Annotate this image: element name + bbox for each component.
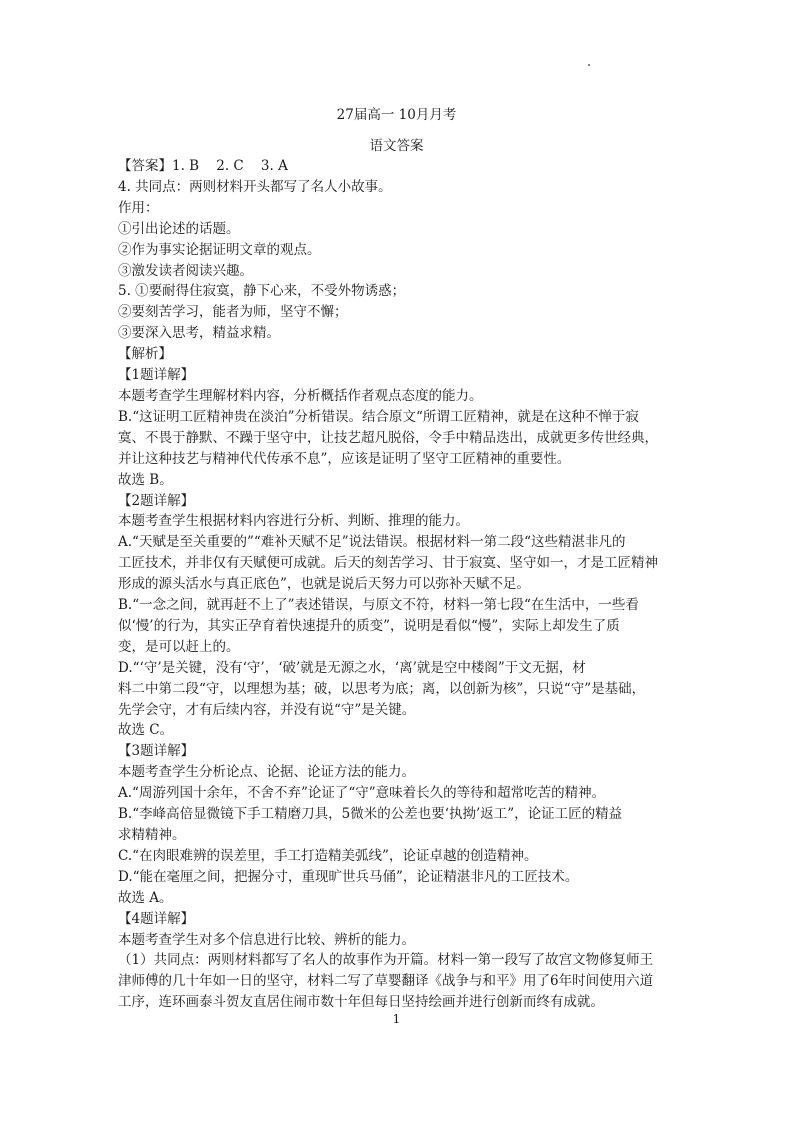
text-line: C.“在肉眼难辨的误差里，手工打造精美弧线”，论证卓越的创造精神。 <box>118 847 538 864</box>
text-line: D.“能在毫厘之间，把握分寸，重现旷世兵马俑”，论证精湛非凡的工匠技术。 <box>118 868 579 885</box>
text-line: ③激发读者阅读兴趣。 <box>118 262 253 279</box>
text-line: 【4题详解】 <box>118 910 195 927</box>
text-line: 故选 B。 <box>118 471 173 488</box>
text-line: 料二中第二段“守，以理想为基；破，以思考为底；离，以创新为核”，只说“守”是基础， <box>118 680 646 697</box>
text-line: 似‘慢’的行为，其实正孕育着快速提升的质变”，说明是看似“慢”，实际上却发生了质 <box>118 617 620 634</box>
text-line: 并让这种技艺与精神代代传承不息”，应该是证明了坚守工匠精神的重要性。 <box>118 450 571 467</box>
page-subtitle: 语文答案 <box>369 138 424 154</box>
text-line: 本题考查学生分析论点、论据、论证方法的能力。 <box>118 764 415 781</box>
text-line: D.“‘守’是关键，没有‘守’，‘破’就是无源之水，‘离’就是空中楼阁”于文无据，材 <box>118 659 586 676</box>
text-line: 津师傅的几十年如一日的坚守，材料二写了草婴翻译《战争与和平》用了6年时间使用六道 <box>118 973 654 990</box>
page-title: 27届高一 10月月考 <box>336 107 457 123</box>
text-line: 【1题详解】 <box>118 367 195 384</box>
text-line: 故选 A。 <box>118 889 173 906</box>
text-line: 寞、不畏于静默、不躁于坚守中，让技艺超凡脱俗，令手中精品迭出，成就更多传世经典， <box>118 429 658 446</box>
text-line: B.“这证明工匠精神贵在淡泊”分析错误。结合原文“所谓工匠精神，就是在这种不惮于寂 <box>118 408 639 425</box>
text-line: ③要深入思考，精益求精。 <box>118 325 280 342</box>
text-line: 5. ①要耐得住寂寞，静下心来，不受外物诱惑； <box>118 283 406 300</box>
text-line: 4. 共同点：两则材料开头都写了名人小故事。 <box>118 178 392 195</box>
page-number: 1 <box>392 1012 401 1026</box>
text-line: 故选 C。 <box>118 722 174 739</box>
text-line: A.“周游列国十余年，不舍不弃”论证了“守”意味着长久的等待和超常吃苦的精神。 <box>118 785 606 802</box>
text-line: 工匠技术，并非仅有天赋便可成就。后天的刻苦学习、甘于寂寞、坚守如一，才是工匠精神 <box>118 555 658 572</box>
text-line: ②作为事实论据证明文章的观点。 <box>118 241 321 258</box>
text-line: 【答案】1. B 2. C 3. A <box>118 158 288 174</box>
text-line: B.“一念之间，就再赶不上了”表述错误，与原文不符，材料一第七段“在生活中，一些看 <box>118 597 639 614</box>
text-line: 本题考查学生根据材料内容进行分析、判断、推理的能力。 <box>118 513 469 530</box>
text-line: 变，是可以赶上的。 <box>118 638 240 655</box>
text-line: 先学会守，才有后续内容，并没有说“守”是关键。 <box>118 701 416 718</box>
text-line: A.“天赋是至关重要的”“难补天赋不足”说法错误。根据材料一第二段“这些精湛非凡的 <box>118 534 626 551</box>
text-line: ②要刻苦学习，能者为师，坚守不懈； <box>118 304 348 321</box>
text-line: 工序，连环画泰斗贺友直居住闹市数十年但每日坚持绘画并进行创新而终有成就。 <box>118 994 604 1011</box>
text-line: 【2题详解】 <box>118 492 195 509</box>
text-line: 本题考查学生对多个信息进行比较、辨析的能力。 <box>118 931 415 948</box>
text-line: 【解析】 <box>118 346 172 363</box>
corner-mark <box>588 64 590 66</box>
text-line: 形成的源头活水与真正底色”，也就是说后天努力可以弥补天赋不足。 <box>118 576 530 593</box>
text-line: 本题考查学生理解材料内容，分析概括作者观点态度的能力。 <box>118 387 483 404</box>
text-line: 【3题详解】 <box>118 743 195 760</box>
text-line: 作用： <box>118 199 159 216</box>
text-line: ①引出论述的话题。 <box>118 220 240 237</box>
text-line: （1）共同点：两则材料都写了名人的故事作为开篇。材料一第一段写了故宫文物修复师王 <box>118 952 654 969</box>
text-line: 求精精神。 <box>118 827 186 843</box>
answer-body <box>118 156 675 1013</box>
text-line: B.“李峰高倍显微镜下手工精磨刀具，5微米的公差也要‘执拗’返工”，论证工匠的精益 <box>118 806 623 823</box>
